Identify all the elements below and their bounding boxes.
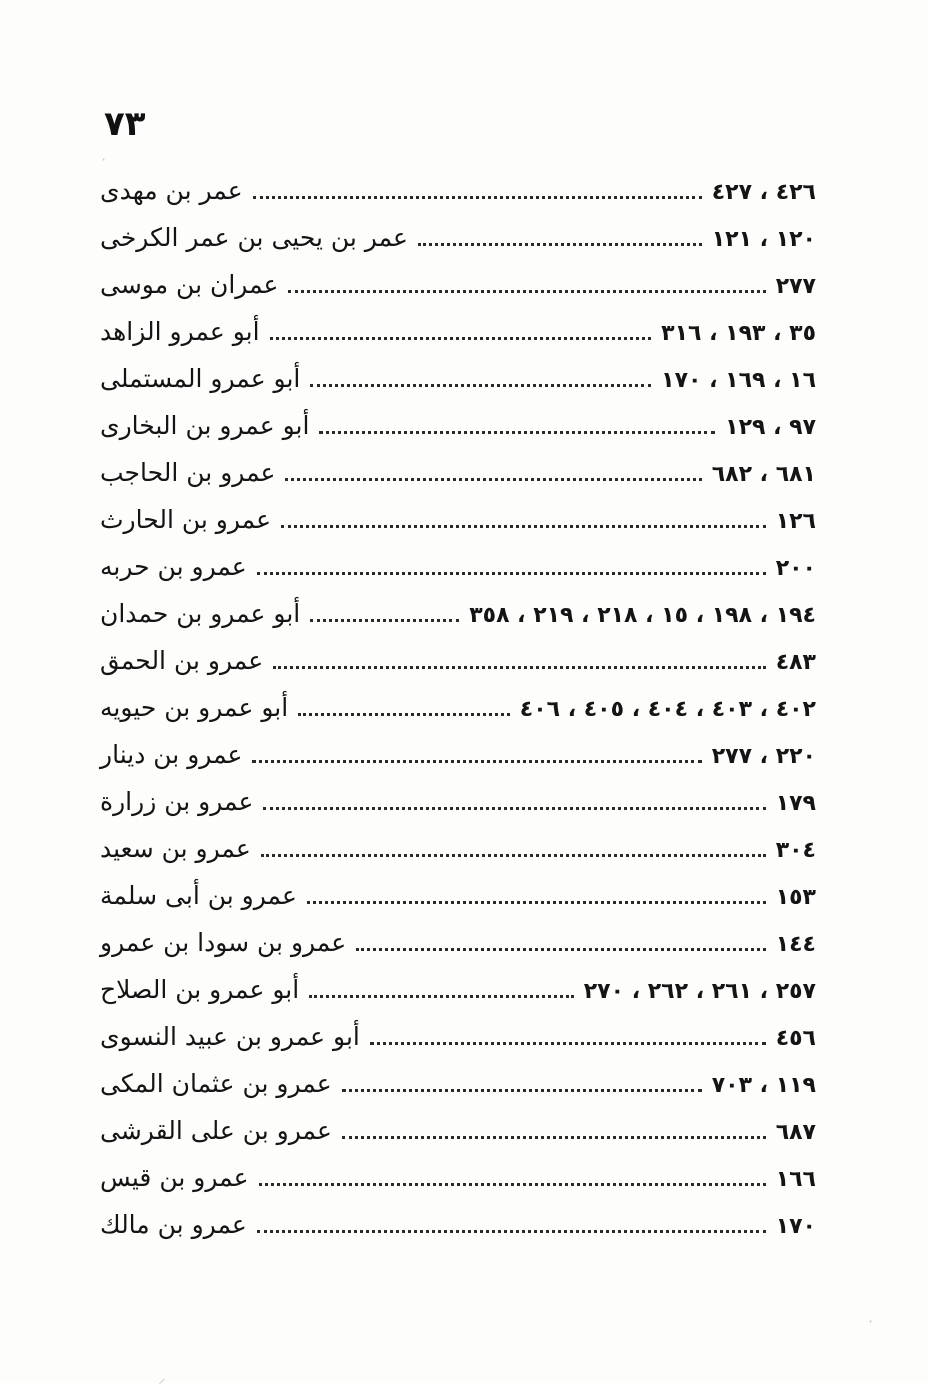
entry-pages: ١٤٤	[775, 932, 816, 957]
entry-name: عمرو بن على القرشى	[100, 1116, 332, 1145]
leader-dots	[288, 290, 765, 293]
entry-name: عمرو بن الحارث	[100, 505, 272, 534]
entry-pages: ٤٢٦ ، ٤٢٧	[711, 180, 816, 205]
index-entry	[100, 646, 816, 693]
paper-speck: ·	[868, 1312, 874, 1331]
leader-dots	[310, 619, 459, 622]
index-entry	[100, 881, 816, 928]
entry-name: عمر بن مهدى	[100, 176, 243, 205]
leader-dots	[281, 525, 766, 528]
leader-dots	[298, 713, 510, 716]
index-entry	[100, 834, 816, 881]
leader-dots	[342, 1089, 702, 1092]
entry-pages: ٣٠٤	[775, 838, 816, 863]
entry-name: عمرو بن مالك	[100, 1210, 247, 1239]
index-entry	[100, 1069, 816, 1116]
index-entry	[100, 740, 816, 787]
entry-pages: ٢٢٠ ، ٢٧٧	[711, 744, 816, 769]
entry-pages: ١٢٠ ، ١٢١	[711, 227, 816, 252]
entry-pages: ٩٧ ، ١٢٩	[725, 415, 816, 440]
entry-pages: ١١٩ ، ٧٠٣	[711, 1073, 816, 1098]
entry-pages: ١٧٩	[775, 791, 816, 816]
index-entry	[100, 975, 816, 1022]
leader-dots	[418, 243, 702, 246]
entry-name: عمرو بن أبى سلمة	[100, 881, 297, 910]
index-entry	[100, 552, 816, 599]
leader-dots	[263, 807, 765, 810]
entry-name: أبو عمرو بن عبيد النسوى	[100, 1022, 360, 1051]
entry-name: عمر بن يحيى بن عمر الكرخى	[100, 223, 408, 252]
index-entry	[100, 505, 816, 552]
entry-pages: ١٦٦	[775, 1167, 816, 1192]
leader-dots	[259, 1183, 766, 1186]
entry-name: عمرو بن زرارة	[100, 787, 254, 816]
paper-speck: ·	[101, 150, 107, 169]
index-entry	[100, 1116, 816, 1163]
index-entry	[100, 270, 816, 317]
entry-name: أبو عمرو بن حمدان	[100, 599, 301, 628]
paper-speck: ⸝	[158, 1368, 167, 1387]
entry-pages: ٤٨٣	[775, 650, 816, 675]
leader-dots	[273, 666, 766, 669]
index-entry	[100, 364, 816, 411]
leader-dots	[252, 760, 701, 763]
index-entry	[100, 317, 816, 364]
index-entry	[100, 1210, 816, 1257]
leader-dots	[370, 1042, 766, 1045]
leader-dots	[285, 478, 701, 481]
index-entry	[100, 928, 816, 975]
index-entry	[100, 223, 816, 270]
index-entry	[100, 599, 816, 646]
entry-name: عمرو بن الحمق	[100, 646, 264, 675]
leader-dots	[342, 1136, 766, 1139]
leader-dots	[319, 431, 715, 434]
entry-pages: ١٢٦	[775, 509, 816, 534]
entry-pages: ٦٨٧	[775, 1120, 816, 1145]
index-entry	[100, 693, 816, 740]
entry-name: أبو عمرو الزاهد	[100, 317, 260, 346]
entry-pages: ٢٧٧	[775, 274, 816, 299]
entry-pages: ٣٥ ، ١٩٣ ، ٣١٦	[661, 321, 816, 346]
leader-dots	[270, 337, 652, 340]
entry-name: أبو عمرو المستملى	[100, 364, 301, 393]
leader-dots	[356, 948, 766, 951]
entry-name: عمرو بن سعيد	[100, 834, 251, 863]
entry-pages: ١٥٣	[775, 885, 816, 910]
index-entry	[100, 1022, 816, 1069]
entry-name: أبو عمرو بن البخارى	[100, 411, 310, 440]
index-entry	[100, 787, 816, 834]
index-entry	[100, 458, 816, 505]
entry-name: عمرو بن دينار	[100, 740, 243, 769]
index-entry	[100, 176, 816, 223]
page-number: ٧٣	[104, 104, 146, 144]
leader-dots	[257, 1230, 766, 1233]
entry-name: عمرو بن قيس	[100, 1163, 249, 1192]
entry-name: عمرو بن سودا بن عمرو	[100, 928, 347, 957]
leader-dots	[307, 901, 766, 904]
index-entry	[100, 411, 816, 458]
entry-pages: ٢٥٧ ، ٢٦١ ، ٢٦٢ ، ٢٧٠	[583, 979, 816, 1004]
entry-pages: ٤٠٢ ، ٤٠٣ ، ٤٠٤ ، ٤٠٥ ، ٤٠٦	[519, 697, 816, 722]
leader-dots	[253, 196, 702, 199]
index-entry	[100, 1163, 816, 1210]
entry-name: عمران بن موسى	[100, 270, 279, 299]
entry-pages: ٦٨١ ، ٦٨٢	[711, 462, 816, 487]
entry-name: عمرو بن عثمان المكى	[100, 1069, 332, 1098]
entry-pages: ١٦ ، ١٦٩ ، ١٧٠	[661, 368, 816, 393]
name-index-list	[100, 176, 816, 1257]
leader-dots	[257, 572, 766, 575]
leader-dots	[310, 384, 651, 387]
entry-pages: ٢٠٠	[775, 556, 816, 581]
entry-pages: ١٩٤ ، ١٩٨ ، ١٥ ، ٢١٨ ، ٢١٩ ، ٣٥٨	[469, 603, 816, 628]
entry-pages: ١٧٠	[775, 1214, 816, 1239]
entry-name: أبو عمرو بن الصلاح	[100, 975, 300, 1004]
entry-name: عمرو بن حربه	[100, 552, 247, 581]
leader-dots	[309, 995, 574, 998]
entry-name: أبو عمرو بن حيويه	[100, 693, 289, 722]
entry-name: عمرو بن الحاجب	[100, 458, 276, 487]
entry-pages: ٤٥٦	[775, 1026, 816, 1051]
leader-dots	[261, 854, 766, 857]
